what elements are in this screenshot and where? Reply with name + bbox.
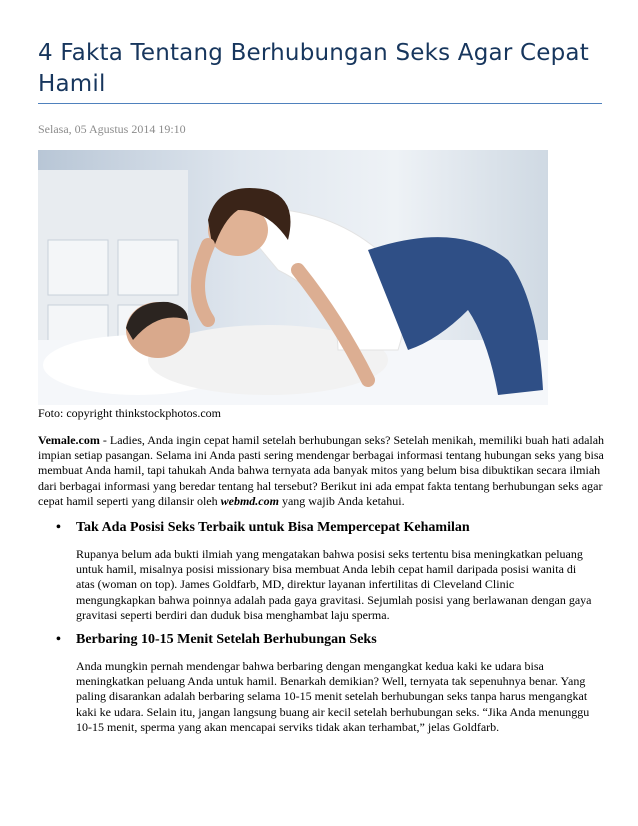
fact-list-2: [38, 631, 608, 735]
bullet-icon: •: [56, 632, 61, 647]
intro-source: Vemale.com: [38, 433, 100, 447]
article-intro: [38, 433, 608, 509]
couple-photo-illustration: [38, 150, 548, 405]
section-body: Rupanya belum ada bukti ilmiah yang mengatakan bahwa posisi seks tertentu bisa meningkatkan peluang untuk hamil, misalnya posisi missionary bisa membuat Anda lebih cepat hamil daripada posisi wanita di atas (woman on top). James Goldfarb, MD, direktur layanan infertilitas di Cleveland Clinic mengungkapkan bahwa poinnya adalah pada gaya gravitasi. Sejumlah posisi yang berlawanan dengan gaya gravitasi seperti berdiri dan duduk bisa menghambat laju sperma.: [76, 547, 592, 622]
photo-caption: Foto: copyright thinkstockphotos.com: [38, 406, 221, 420]
title-divider: [38, 103, 602, 104]
intro-source-link[interactable]: webmd.com: [220, 493, 279, 508]
article-title: 4 Fakta Tentang Berhubungan Seks Agar Cepat Hamil: [38, 40, 589, 97]
intro-text-1: - Ladies, Anda ingin cepat hamil setelah berhubungan seks? Setelah menikah, memiliki buah hati adalah impian setiap pasangan. Selama ini Anda pasti sering mendengar berbagai informasi tentang hubungan seks yang bisa membuat Anda hamil, tapi tahukah Anda bahwa ternyata ada banyak mitos yang belum bisa dibuktikan secara ilmiah dari berbagai informasi yang beredar tentang hal tersebut? Berikut ini ada empat fakta tentang berhubungan seks agar cepat hamil seperti yang dilansir oleh: [38, 433, 605, 508]
list-item: [38, 631, 608, 735]
intro-text-2: yang wajib Anda ketahui.: [278, 493, 405, 508]
fact-list-1: [38, 519, 608, 623]
section-heading: [38, 519, 608, 537]
article-photo: [38, 150, 548, 405]
list-item: [38, 519, 608, 623]
section-heading-text: Berbaring 10-15 Menit Setelah Berhubungan Seks: [76, 632, 377, 647]
section-heading-text: Tak Ada Posisi Seks Terbaik untuk Bisa Mempercepat Kehamilan: [76, 520, 470, 535]
article-date: Selasa, 05 Agustus 2014 19:10: [38, 122, 186, 136]
bullet-icon: •: [56, 520, 61, 535]
section-heading: [38, 631, 608, 649]
section-body: Anda mungkin pernah mendengar bahwa berbaring dengan mengangkat kedua kaki ke udara bisa meningkatkan peluang Anda untuk hamil. Benarkah demikian? Well, ternyata tak sepenuhnya benar. Yang paling disarankan adalah berbaring selama 10-15 menit setelah berhubungan seks tanpa harus mengangkat kaki ke udara. Selain itu, jangan langsung buang air kecil setelah berhubungan seks. “Jika Anda menunggu 10-15 menit, sperma yang akan mencapai serviks tidak akan terhambat,” jelas Goldfarb.: [76, 659, 590, 734]
